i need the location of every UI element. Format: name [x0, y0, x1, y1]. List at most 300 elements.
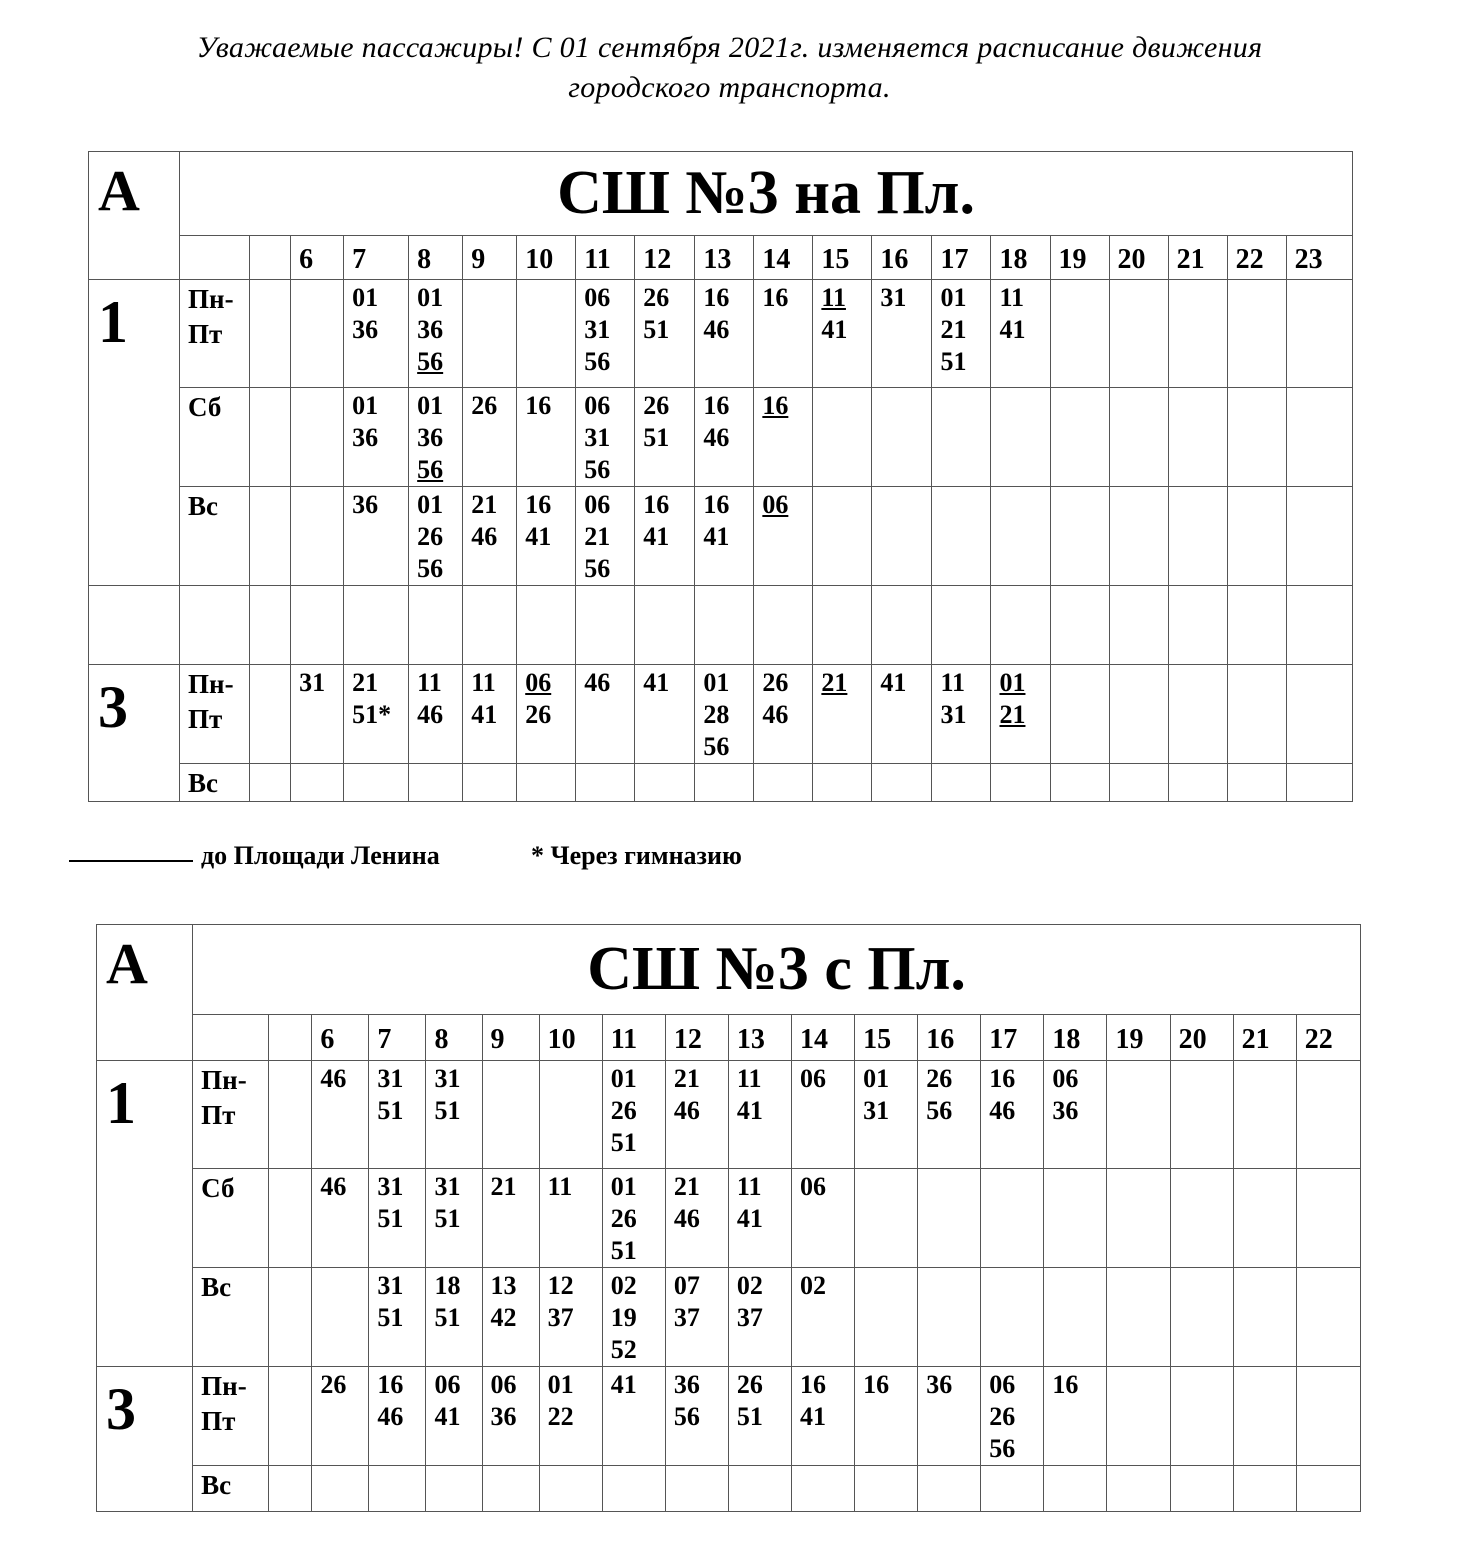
- departure-cell: [291, 487, 344, 586]
- departure-cell: [1227, 665, 1286, 764]
- departure-cell: [1227, 388, 1286, 487]
- departure-minute: 21: [471, 490, 498, 519]
- departure-minute: 21: [673, 1064, 700, 1093]
- departure-cell: [576, 665, 635, 764]
- blank-cell: [269, 1015, 312, 1061]
- departure-cell: [576, 280, 635, 388]
- departure-minute: 51: [940, 347, 967, 376]
- day-label-part: Сб: [201, 1173, 235, 1203]
- blank-cell: [250, 586, 291, 665]
- day-label: [193, 1367, 269, 1466]
- departure-minute: 16: [525, 391, 552, 420]
- departure-cell: [369, 1061, 426, 1169]
- departure-cell: [1044, 1367, 1107, 1466]
- hour-header: 21: [1168, 236, 1227, 280]
- departure-cell: [1170, 1466, 1233, 1512]
- departure-minute: 01: [863, 1064, 890, 1093]
- departure-minute: 31: [584, 315, 611, 344]
- departure-cell: [813, 586, 872, 665]
- departure-minute: 06: [762, 490, 789, 519]
- departure-cell: [602, 1367, 665, 1466]
- departure-cell: [872, 388, 932, 487]
- day-label: [180, 280, 250, 388]
- departure-minute: 16: [703, 283, 730, 312]
- departure-cell: [792, 1466, 855, 1512]
- departure-minute: 56: [989, 1434, 1016, 1463]
- departure-minute: 56: [584, 347, 611, 376]
- departure-cell: [1227, 487, 1286, 586]
- departure-minute: 41: [703, 522, 730, 551]
- departure-cell: [1107, 1169, 1170, 1268]
- departure-minute: 56: [703, 732, 730, 761]
- departure-minute: 26: [926, 1064, 953, 1093]
- departure-minute: 16: [377, 1370, 404, 1399]
- departure-cell: [312, 1268, 369, 1367]
- departure-minute: 46: [320, 1172, 347, 1201]
- hour-header: 22: [1227, 236, 1286, 280]
- departure-minute: 01: [940, 283, 967, 312]
- blank-cell: [250, 764, 291, 802]
- schedule-table-to-square: [88, 151, 1353, 802]
- departure-cell: [754, 764, 813, 802]
- departure-minute: 46: [320, 1064, 347, 1093]
- departure-minute: 46: [377, 1402, 404, 1431]
- departure-minute: 56: [417, 554, 444, 583]
- departure-minute: 56: [584, 554, 611, 583]
- departure-cell: [1233, 1268, 1296, 1367]
- departure-cell: [576, 586, 635, 665]
- departure-minute: 36: [926, 1370, 953, 1399]
- departure-cell: [482, 1061, 539, 1169]
- departure-cell: [728, 1466, 791, 1512]
- departure-cell: [344, 388, 409, 487]
- departure-cell: [539, 1466, 602, 1512]
- departure-minute: 36: [352, 423, 379, 452]
- departure-cell: [517, 586, 576, 665]
- notice-line-2: городского транспорта.: [568, 71, 891, 104]
- departure-minute: 56: [584, 455, 611, 484]
- departure-cell: [1233, 1466, 1296, 1512]
- departure-cell: [1050, 586, 1109, 665]
- day-label: [193, 1268, 269, 1367]
- blank-cell: [269, 1268, 312, 1367]
- departure-minute: 36: [417, 423, 444, 452]
- departure-cell: [344, 280, 409, 388]
- departure-cell: [754, 388, 813, 487]
- departure-cell: [1050, 487, 1109, 586]
- departure-cell: [463, 487, 517, 586]
- departure-cell: [991, 764, 1050, 802]
- day-label-part: Пт: [188, 319, 223, 349]
- departure-cell: [932, 665, 991, 764]
- departure-minute: 41: [434, 1402, 461, 1431]
- departure-cell: [855, 1367, 918, 1466]
- departure-cell: [1296, 1169, 1360, 1268]
- departure-minute: 41: [643, 522, 670, 551]
- departure-minute: 01: [610, 1064, 637, 1093]
- departure-minute: 31: [940, 700, 967, 729]
- day-label: [180, 586, 250, 665]
- hour-header: 18: [1044, 1015, 1107, 1061]
- departure-cell: [426, 1061, 482, 1169]
- hour-header: 23: [1286, 236, 1352, 280]
- departure-minute: 41: [821, 315, 848, 344]
- hour-header: 15: [855, 1015, 918, 1061]
- hour-header: 12: [635, 236, 695, 280]
- day-label: [193, 1061, 269, 1169]
- departure-cell: [1227, 764, 1286, 802]
- departure-minute: 16: [643, 490, 670, 519]
- departure-minute: 42: [490, 1303, 517, 1332]
- departure-cell: [1109, 665, 1168, 764]
- departure-cell: [1168, 280, 1227, 388]
- departure-minute: 51: [434, 1303, 461, 1332]
- departure-cell: [312, 1061, 369, 1169]
- departure-cell: [635, 586, 695, 665]
- departure-minute: 16: [703, 391, 730, 420]
- departure-cell: [728, 1061, 791, 1169]
- departure-cell: [539, 1169, 602, 1268]
- departure-minute: 37: [736, 1303, 763, 1332]
- departure-cell: [482, 1466, 539, 1512]
- departure-cell: [1168, 487, 1227, 586]
- departure-cell: [1050, 764, 1109, 802]
- departure-cell: [754, 280, 813, 388]
- departure-minute: 21: [821, 668, 848, 697]
- departure-cell: [291, 280, 344, 388]
- departure-cell: [409, 388, 463, 487]
- departure-cell: [409, 487, 463, 586]
- departure-cell: [602, 1466, 665, 1512]
- departure-cell: [1168, 388, 1227, 487]
- departure-cell: [813, 280, 872, 388]
- departure-cell: [918, 1367, 981, 1466]
- departure-minute: 26: [471, 391, 498, 420]
- departure-minute: 51: [434, 1204, 461, 1233]
- departure-minute: 46: [673, 1204, 700, 1233]
- departure-cell: [728, 1367, 791, 1466]
- departure-minute: 06: [989, 1370, 1016, 1399]
- departure-minute: 01: [352, 283, 379, 312]
- departure-cell: [991, 280, 1050, 388]
- departure-minute: 51*: [352, 700, 392, 729]
- departure-cell: [344, 665, 409, 764]
- departure-minute: 06: [584, 490, 611, 519]
- departure-cell: [369, 1466, 426, 1512]
- departure-cell: [1109, 280, 1168, 388]
- departure-cell: [409, 586, 463, 665]
- departure-minute: 22: [547, 1402, 574, 1431]
- departure-minute: 11: [821, 283, 846, 312]
- departure-minute: 21: [940, 315, 967, 344]
- departure-cell: [409, 280, 463, 388]
- departure-cell: [932, 280, 991, 388]
- day-label: [180, 388, 250, 487]
- departure-cell: [426, 1268, 482, 1367]
- hour-header: 16: [872, 236, 932, 280]
- departure-cell: [539, 1367, 602, 1466]
- departure-cell: [728, 1169, 791, 1268]
- departure-cell: [1107, 1268, 1170, 1367]
- departure-cell: [1107, 1367, 1170, 1466]
- hour-header: 8: [409, 236, 463, 280]
- departure-minute: 46: [584, 668, 611, 697]
- departure-cell: [344, 764, 409, 802]
- departure-cell: [872, 665, 932, 764]
- departure-minute: 01: [547, 1370, 574, 1399]
- departure-minute: 36: [352, 315, 379, 344]
- departure-minute: 41: [999, 315, 1026, 344]
- day-label-part: Сб: [188, 392, 222, 422]
- departure-cell: [482, 1169, 539, 1268]
- departure-minute: 16: [762, 283, 789, 312]
- departure-cell: [1227, 586, 1286, 665]
- route-letter: А: [97, 925, 193, 1061]
- day-label-part: Пн-: [201, 1371, 247, 1401]
- departure-cell: [602, 1268, 665, 1367]
- hour-header: 22: [1296, 1015, 1360, 1061]
- hour-header: 11: [602, 1015, 665, 1061]
- departure-minute: 51: [643, 315, 670, 344]
- departure-minute: 21: [999, 700, 1026, 729]
- departure-minute: 56: [417, 455, 444, 484]
- departure-cell: [855, 1061, 918, 1169]
- departure-cell: [1107, 1466, 1170, 1512]
- departure-minute: 06: [490, 1370, 517, 1399]
- departure-minute: 11: [940, 668, 966, 697]
- departure-minute: 01: [417, 391, 444, 420]
- departure-cell: [855, 1268, 918, 1367]
- departure-minute: 11: [417, 668, 442, 697]
- departure-cell: [1296, 1268, 1360, 1367]
- hour-header: 14: [754, 236, 813, 280]
- departure-cell: [1109, 586, 1168, 665]
- departure-cell: [918, 1169, 981, 1268]
- departure-minute: 01: [352, 391, 379, 420]
- departure-minute: 56: [417, 347, 444, 376]
- hour-header: 9: [482, 1015, 539, 1061]
- departure-minute: 21: [673, 1172, 700, 1201]
- table-title: СШ №3 с Пл.: [193, 925, 1361, 1015]
- departure-minute: 11: [736, 1172, 762, 1201]
- departure-cell: [872, 487, 932, 586]
- departure-cell: [813, 665, 872, 764]
- departure-minute: 41: [525, 522, 552, 551]
- departure-cell: [991, 388, 1050, 487]
- departure-minute: 16: [703, 490, 730, 519]
- departure-minute: 16: [762, 391, 789, 420]
- departure-cell: [665, 1061, 728, 1169]
- departure-cell: [635, 487, 695, 586]
- blank-cell: [250, 388, 291, 487]
- day-label: [180, 487, 250, 586]
- departure-minute: 21: [490, 1172, 517, 1201]
- departure-cell: [1170, 1268, 1233, 1367]
- departure-cell: [635, 388, 695, 487]
- departure-minute: 07: [673, 1271, 700, 1300]
- hour-header: 8: [426, 1015, 482, 1061]
- departure-cell: [344, 586, 409, 665]
- departure-minute: 12: [547, 1271, 574, 1300]
- route-number: 1: [89, 280, 180, 586]
- departure-cell: [463, 586, 517, 665]
- departure-minute: 52: [610, 1335, 637, 1364]
- departure-minute: 11: [736, 1064, 762, 1093]
- hour-header: 21: [1233, 1015, 1296, 1061]
- table-title: СШ №3 на Пл.: [180, 152, 1353, 236]
- departure-cell: [981, 1367, 1044, 1466]
- departure-cell: [463, 388, 517, 487]
- departure-cell: [369, 1367, 426, 1466]
- day-label-part: Вс: [201, 1470, 232, 1500]
- blank-cell: [269, 1169, 312, 1268]
- departure-cell: [872, 280, 932, 388]
- departure-cell: [1170, 1169, 1233, 1268]
- blank-cell: [269, 1466, 312, 1512]
- blank-cell: [250, 280, 291, 388]
- day-label-part: Пт: [201, 1100, 236, 1130]
- notice-line-1: Уважаемые пассажиры! С 01 сентября 2021г. изменяется расписание движения: [196, 31, 1263, 64]
- departure-minute: 31: [880, 283, 907, 312]
- departure-minute: 26: [417, 522, 444, 551]
- departure-cell: [872, 586, 932, 665]
- hour-header: 7: [369, 1015, 426, 1061]
- blank-cell: [250, 236, 291, 280]
- departure-minute: 31: [863, 1096, 890, 1125]
- hour-header: 18: [991, 236, 1050, 280]
- departure-cell: [1286, 764, 1352, 802]
- departure-minute: 41: [880, 668, 907, 697]
- departure-cell: [1296, 1367, 1360, 1466]
- departure-cell: [635, 764, 695, 802]
- departure-minute: 37: [547, 1303, 574, 1332]
- departure-cell: [754, 665, 813, 764]
- departure-minute: 26: [610, 1204, 637, 1233]
- departure-minute: 41: [800, 1402, 826, 1431]
- departure-cell: [991, 665, 1050, 764]
- departure-cell: [813, 487, 872, 586]
- day-label-part: Вс: [188, 491, 219, 521]
- route-letter: А: [89, 152, 180, 280]
- departure-cell: [1109, 487, 1168, 586]
- departure-minute: 01: [999, 668, 1026, 697]
- departure-minute: 11: [999, 283, 1025, 312]
- departure-minute: 26: [762, 668, 789, 697]
- day-label-part: Пн-: [188, 669, 234, 699]
- day-label-part: Пн-: [201, 1065, 247, 1095]
- departure-cell: [932, 586, 991, 665]
- departure-minute: 21: [584, 522, 611, 551]
- departure-cell: [1050, 388, 1109, 487]
- departure-cell: [312, 1466, 369, 1512]
- departure-cell: [291, 586, 344, 665]
- departure-cell: [728, 1268, 791, 1367]
- hour-header: 7: [344, 236, 409, 280]
- departure-cell: [1044, 1268, 1107, 1367]
- departure-cell: [312, 1169, 369, 1268]
- departure-minute: 26: [643, 391, 670, 420]
- departure-cell: [991, 586, 1050, 665]
- departure-cell: [576, 388, 635, 487]
- departure-minute: 46: [989, 1096, 1016, 1125]
- departure-minute: 06: [800, 1064, 826, 1093]
- departure-minute: 46: [417, 700, 444, 729]
- departure-cell: [635, 665, 695, 764]
- departure-cell: [426, 1169, 482, 1268]
- departure-minute: 26: [736, 1370, 763, 1399]
- departure-minute: 06: [1052, 1064, 1079, 1093]
- underline-sample: [69, 838, 193, 862]
- departure-cell: [517, 388, 576, 487]
- departure-cell: [517, 764, 576, 802]
- departure-cell: [576, 487, 635, 586]
- departure-minute: 16: [989, 1064, 1016, 1093]
- hour-header: 6: [312, 1015, 369, 1061]
- blank-cell: [89, 586, 180, 665]
- departure-cell: [1168, 665, 1227, 764]
- departure-cell: [665, 1268, 728, 1367]
- day-label-part: Пн-: [188, 284, 234, 314]
- departure-minute: 31: [299, 668, 326, 697]
- departure-cell: [482, 1367, 539, 1466]
- departure-cell: [991, 487, 1050, 586]
- departure-cell: [344, 487, 409, 586]
- day-label-part: Вс: [201, 1272, 232, 1302]
- departure-cell: [1233, 1061, 1296, 1169]
- legend-underline-meaning: до Площади Ленина: [201, 841, 440, 870]
- hour-header: 20: [1170, 1015, 1233, 1061]
- departure-cell: [813, 764, 872, 802]
- departure-minute: 16: [863, 1370, 890, 1399]
- hour-header: 14: [792, 1015, 855, 1061]
- departure-cell: [602, 1169, 665, 1268]
- blank-cell: [193, 1015, 269, 1061]
- departure-minute: 26: [643, 283, 670, 312]
- departure-cell: [695, 586, 754, 665]
- departure-minute: 06: [434, 1370, 461, 1399]
- departure-cell: [792, 1061, 855, 1169]
- departure-cell: [1168, 764, 1227, 802]
- departure-minute: 06: [584, 391, 611, 420]
- departure-minute: 21: [352, 668, 379, 697]
- departure-minute: 46: [471, 522, 498, 551]
- departure-cell: [1168, 586, 1227, 665]
- departure-cell: [872, 764, 932, 802]
- departure-minute: 11: [547, 1172, 573, 1201]
- departure-cell: [792, 1169, 855, 1268]
- departure-cell: [1286, 280, 1352, 388]
- departure-minute: 36: [417, 315, 444, 344]
- departure-cell: [539, 1268, 602, 1367]
- departure-cell: [932, 388, 991, 487]
- departure-minute: 16: [525, 490, 552, 519]
- departure-cell: [665, 1169, 728, 1268]
- departure-cell: [918, 1061, 981, 1169]
- day-label: [180, 764, 250, 802]
- departure-minute: 16: [1052, 1370, 1079, 1399]
- departure-cell: [1286, 665, 1352, 764]
- departure-cell: [855, 1169, 918, 1268]
- hour-header: 19: [1107, 1015, 1170, 1061]
- departure-minute: 06: [800, 1172, 826, 1201]
- departure-minute: 26: [989, 1402, 1016, 1431]
- departure-minute: 51: [736, 1402, 763, 1431]
- departure-cell: [291, 665, 344, 764]
- hour-header: 12: [665, 1015, 728, 1061]
- departure-cell: [1044, 1169, 1107, 1268]
- hour-header: 10: [539, 1015, 602, 1061]
- legend-asterisk-meaning: * Через гимназию: [531, 841, 742, 870]
